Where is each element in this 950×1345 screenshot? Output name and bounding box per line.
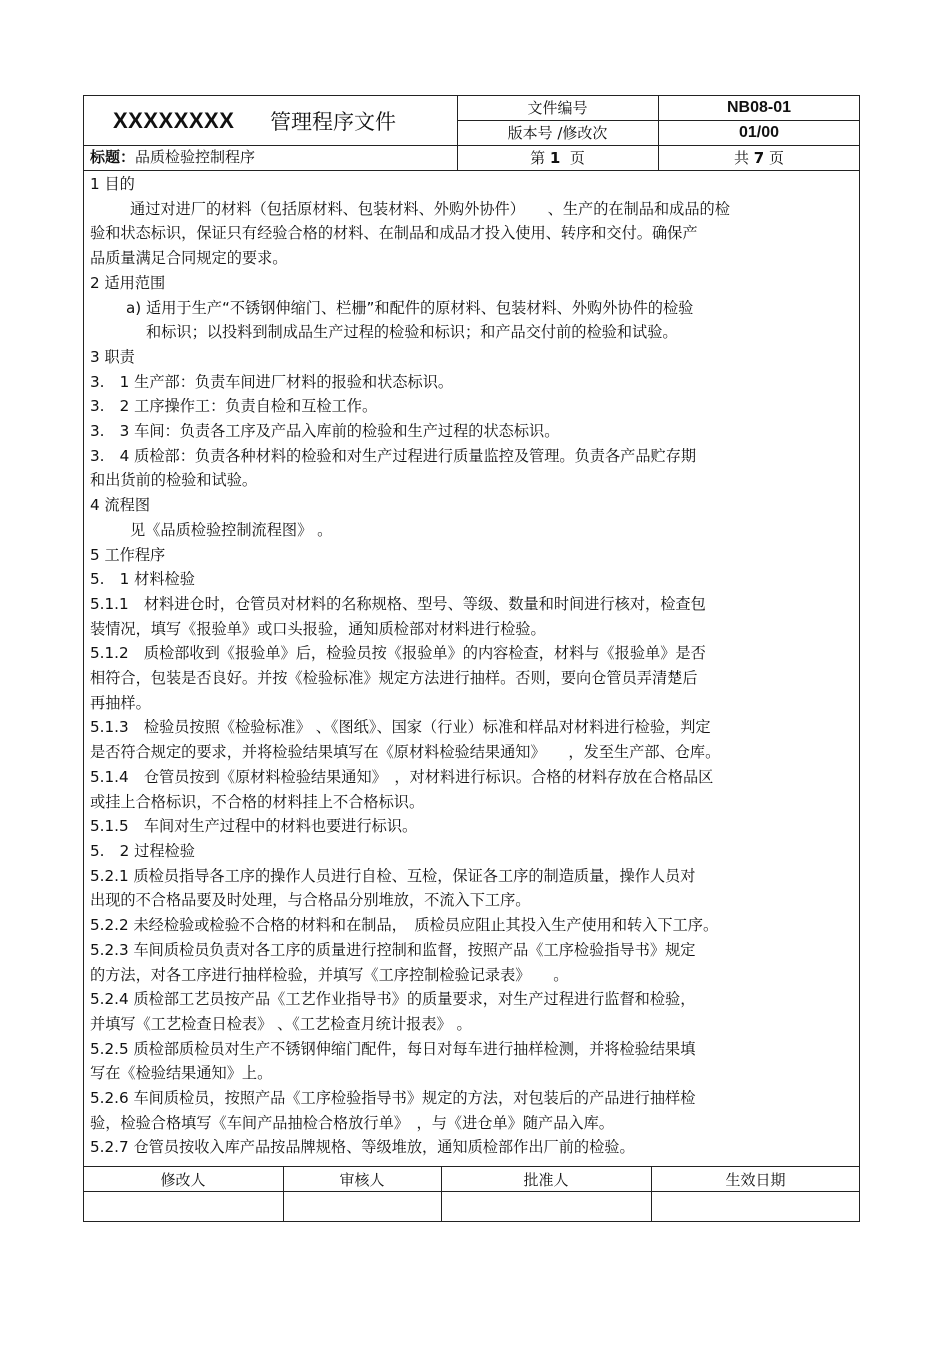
page-suffix: 页 <box>569 149 585 167</box>
body-line: 3. 1 生产部：负责车间进厂材料的报验和状态标识。 <box>90 372 454 391</box>
reviewer-signature-cell[interactable] <box>284 1192 440 1221</box>
body-line: 5.1.5 车间对生产过程中的材料也要进行标识。 <box>90 817 418 836</box>
body-line: 出现的不合格品要及时处理，与合格品分别堆放，不流入下工序。 <box>90 891 531 910</box>
page-prefix: 第 <box>530 149 546 167</box>
title-label: 标题： <box>90 148 136 166</box>
body-line: 和出货前的检验和试验。 <box>90 471 258 490</box>
total-suffix: 页 <box>769 149 785 167</box>
reviewer-label: 审核人 <box>339 1170 385 1189</box>
modifier-label: 修改人 <box>160 1170 206 1189</box>
body-line: 是否符合规定的要求，并将检验结果填写在《原材料检验结果通知》 ，发至生产部、仓库。 <box>90 743 721 762</box>
company-name: XXXXXXXX <box>113 108 235 133</box>
section-heading: 4 流程图 <box>90 496 151 515</box>
document-type: 管理程序文件 <box>270 110 396 134</box>
header-divider <box>83 170 860 171</box>
body-line: 或挂上合格标识，不合格的材料挂上不合格标识。 <box>90 792 425 811</box>
page-number <box>457 145 658 170</box>
total-pages <box>658 145 860 170</box>
body-line: 5.2.4 质检部工艺员按产品《工艺作业指导书》的质量要求，对生产过程进行监督和检验， <box>90 990 696 1009</box>
body-line: 5.2.7 仓管员按收入库产品按品牌规格、等级堆放，通知质检部作出厂前的检验。 <box>90 1138 635 1157</box>
total-prefix: 共 <box>733 149 749 167</box>
body-line: 见《品质检验控制流程图》 。 <box>130 520 333 539</box>
file-number-label: 文件编号 <box>527 99 588 117</box>
body-line: 5.1.2 质检部收到《报验单》后，检验员按《报验单》的内容检查，材料与《报验单》是否 <box>90 644 706 663</box>
modifier-signature-cell[interactable] <box>84 1192 282 1221</box>
page-number-value: 1 <box>549 148 561 167</box>
body-line: 5.2.5 质检部质检员对生产不锈钢伸缩门配件，每日对每车进行抽样检测，并将检验结果填 <box>90 1039 696 1058</box>
body-line: 3. 4 质检部：负责各种材料的检验和对生产过程进行质量监控及管理。负责各产品贮存期 <box>90 446 697 465</box>
body-line: 通过对进厂的材料（包括原材料、包装材料、外购外协件） 、生产的在制品和成品的检 <box>130 199 730 218</box>
document-title <box>90 146 255 167</box>
section-heading: 3 职责 <box>90 347 135 366</box>
body-line: 5.1.3 检验员按照《检验标准》 、《图纸》、国家（行业）标准和样品对材料进行检验，判定 <box>90 718 711 737</box>
body-line: 验，检验合格填写《车间产品抽检合格放行单》 ，与《进仓单》随产品入库。 <box>90 1113 614 1132</box>
body-line: 验和状态标识，保证只有经验合格的材料、在制品和成品才投入使用、转序和交付。确保产 <box>90 224 698 243</box>
body-line: 写在《检验结果通知》上。 <box>90 1064 273 1083</box>
body-line: 和标识；以投料到制成品生产过程的检验和标识；和产品交付前的检验和试验。 <box>146 323 678 342</box>
body-line: 品质量满足合同规定的要求。 <box>90 249 288 268</box>
total-pages-value: 7 <box>753 148 765 167</box>
body-line: 5.2.3 车间质检员负责对各工序的质量进行控制和监督，按照产品《工序检验指导书》规定 <box>90 940 696 959</box>
subsection-heading: 5. 1 材料检验 <box>90 570 195 589</box>
body-line: 5.2.6 车间质检员，按照产品《工序检验指导书》规定的方法，对包装后的产品进行抽样检 <box>90 1089 696 1108</box>
body-line: 5.1.1 材料进仓时，仓管员对材料的名称规格、型号、等级、数量和时间进行核对，检查包 <box>90 594 706 613</box>
approver-label: 批准人 <box>523 1170 569 1189</box>
section-heading: 5 工作程序 <box>90 545 166 564</box>
approver-signature-cell[interactable] <box>442 1192 650 1221</box>
title-value: 品质检验控制程序 <box>135 148 256 166</box>
body-line: 再抽样。 <box>90 693 151 712</box>
section-heading: 2 适用范围 <box>90 273 166 292</box>
effective-date-cell[interactable] <box>652 1192 859 1221</box>
body-line: a) 适用于生产“不锈钢伸缩门、栏栅”和配件的原材料、包装材料、外购外协件的检验 <box>126 298 694 317</box>
body-line: 5.2.2 未经检验或检验不合格的材料和在制品， 质检员应阻止其投入生产使用和转入下工序。 <box>90 916 719 935</box>
body-line: 5.1.4 仓管员按到《原材料检验结果通知》 ，对材料进行标识。合格的材料存放在合格品区 <box>90 767 714 786</box>
body-line: 3. 3 车间：负责各工序及产品入库前的检验和生产过程的状态标识。 <box>90 422 560 441</box>
document-body <box>90 172 842 1160</box>
body-line: 并填写《工艺检查日检表》 、《工艺检查月统计报表》 。 <box>90 1014 472 1033</box>
body-line: 相符合，包装是否良好。并按《检验标准》规定方法进行抽样。否则，要向仓管员弄清楚后 <box>90 669 698 688</box>
file-number-value: NB08-01 <box>726 98 792 116</box>
body-line: 装情况，填写《报验单》或口头报验，通知质检部对材料进行检验。 <box>90 619 546 638</box>
section-heading: 1 目的 <box>90 175 135 193</box>
effective-date-label: 生效日期 <box>725 1170 786 1189</box>
body-line: 的方法，对各工序进行抽样检验，并填写《工序控制检验记录表》 。 <box>90 965 569 984</box>
subsection-heading: 5. 2 过程检验 <box>90 841 195 860</box>
body-line: 3. 2 工序操作工：负责自检和互检工作。 <box>90 397 378 416</box>
body-line: 5.2.1 质检员指导各工序的操作人员进行自检、互检，保证各工序的制造质量，操作人员对 <box>90 866 696 885</box>
version-value: 01/00 <box>738 123 780 141</box>
version-label: 版本号 /修改次 <box>507 124 608 142</box>
